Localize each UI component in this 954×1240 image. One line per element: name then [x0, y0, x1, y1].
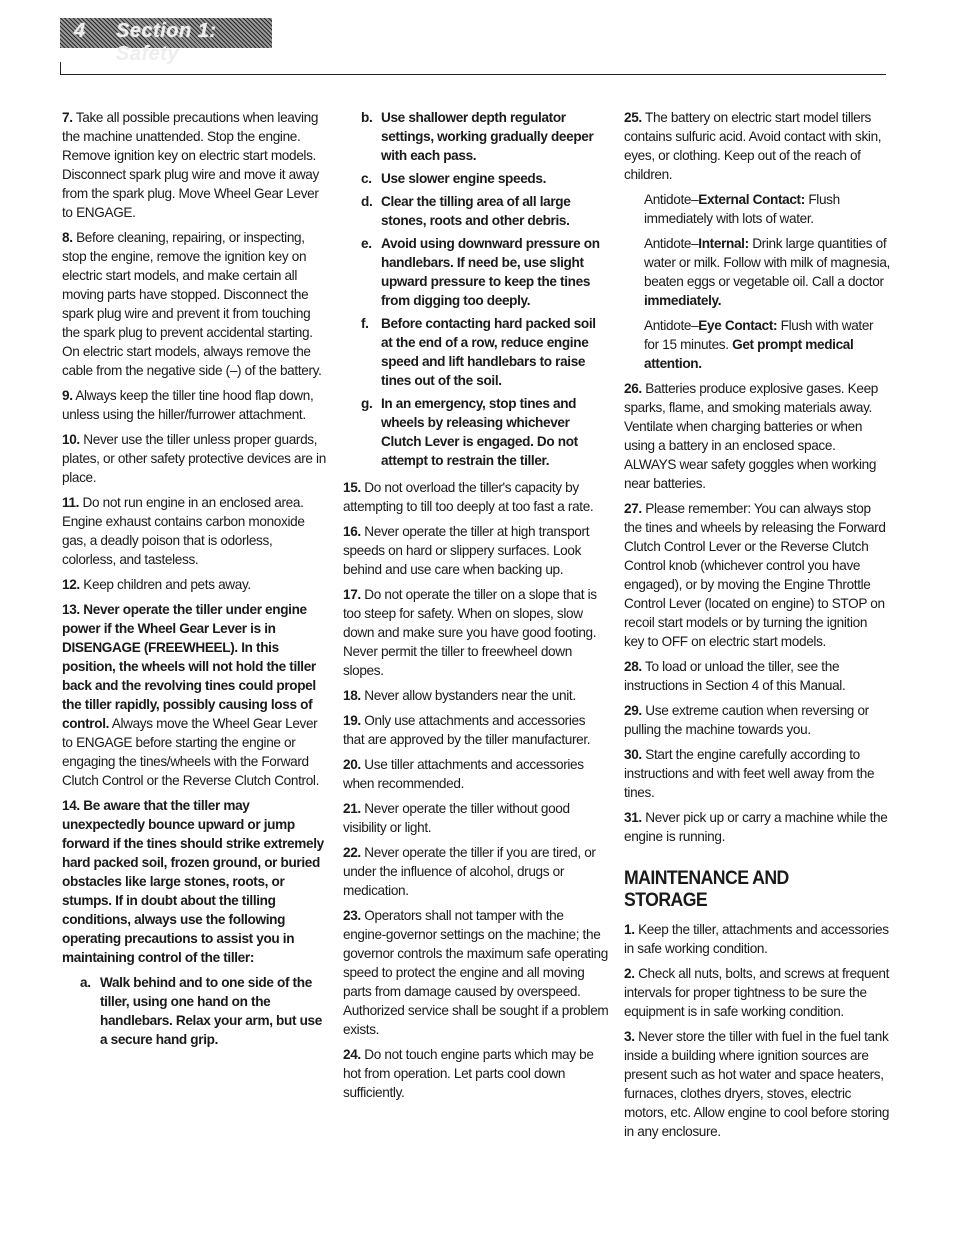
safety-item-21: 21. Never operate the tiller without good visibility or light. [343, 801, 570, 835]
maintenance-item-2: 2. Check all nuts, bolts, and screws at frequent intervals for proper tightness to be sure the equipment is in safe working condition. [624, 966, 890, 1019]
column-right [624, 108, 890, 1147]
safety-item-20: 20. Use tiller attachments and accessories when recommended. [343, 757, 584, 791]
safety-item-7: 7. Take all possible precautions when leaving the machine unattended. Stop the engine. Remove ignition key on electric start models. Disconnect spark plug wire and move it away from the spark plug. Move Wheel Gear Lever to ENGAGE. [62, 110, 319, 220]
safety-item-12: 12. Keep children and pets away. [62, 577, 251, 592]
safety-item-25: 25. The battery on electric start model tillers contains sulfuric acid. Avoid contact with skin, eyes, or clothing. Keep out of the reach of children. [624, 110, 882, 182]
page-number: 4 [74, 20, 86, 42]
safety-item-14: 14. Be aware that the tiller may unexpectedly bounce upward or jump forward if the tines should strike extremely hard packed soil, frozen ground, or buried obstacles like large stones, roots, or stumps. If in doubt about the tilling conditions, always use the following operating precautions to assist you in maintaining control of the tiller: [62, 798, 324, 965]
safety-item-29: 29. Use extreme caution when reversing or pulling the machine towards you. [624, 703, 869, 737]
section-header-banner [60, 18, 272, 65]
precaution-f: f. Before contacting hard packed soil at the end of a row, reduce engine speed and lift handlebars to raise tines out of the soil. [361, 316, 596, 388]
safety-item-28: 28. To load or unload the tiller, see the instructions in Section 4 of this Manual. [624, 659, 846, 693]
antidote-eye: Antidote–Eye Contact: Flush with water for 15 minutes. Get prompt medical attention. [644, 318, 874, 371]
safety-item-26: 26. Batteries produce explosive gases. Keep sparks, flame, and smoking materials away. Ventilate when charging batteries or when using a battery in an enclosed space. ALWAYS wear safety goggles when working near batteries. [624, 381, 878, 491]
precaution-c: c. Use slower engine speeds. [361, 171, 547, 186]
safety-item-17: 17. Do not operate the tiller on a slope that is too steep for safety. When on slopes, slow down and make sure you have good footing. Never permit the tiller to freewheel down slopes. [343, 587, 597, 678]
safety-item-18: 18. Never allow bystanders near the unit. [343, 688, 576, 703]
maintenance-item-3: 3. Never store the tiller with fuel in the fuel tank inside a building where ignition sources are present such as hot water and space heaters, furnaces, clothes dryers, stoves, electric motors, etc. Allow engine to cool before storing in any enclosure. [624, 1029, 890, 1139]
column-left [62, 108, 328, 1053]
precaution-g: g. In an emergency, stop tines and wheels by releasing whichever Clutch Lever is engaged. Do not attempt to restrain the tiller. [361, 396, 578, 468]
safety-item-24: 24. Do not touch engine parts which may be hot from operation. Let parts cool down sufficiently. [343, 1047, 594, 1100]
safety-item-8: 8. Before cleaning, repairing, or inspecting, stop the engine, remove the ignition key on electric start models, and make certain all moving parts have stopped. Disconnect the spark plug wire and prevent it from touching the spark plug to prevent accidental starting. On electric start models, always remove the cable from the negative side (–) of the battery. [62, 230, 322, 378]
safety-item-31: 31. Never pick up or carry a machine while the engine is running. [624, 810, 888, 844]
antidote-external: Antidote–External Contact: Flush immediately with lots of water. [644, 192, 840, 226]
column-middle [343, 108, 609, 1108]
safety-item-10: 10. Never use the tiller unless proper guards, plates, or other safety protective devices are in place. [62, 432, 326, 485]
header-rule [60, 74, 886, 75]
safety-item-19: 19. Only use attachments and accessories that are approved by the tiller manufacturer. [343, 713, 591, 747]
safety-item-27: 27. Please remember: You can always stop the tines and wheels by releasing the Forward Clutch Control Lever or the Reverse Clutch Control knob (whichever control you have engaged), or by moving the Engine Throttle Control Lever (located on engine) to STOP on recoil start models or by turning the ignition key to OFF on electric start models. [624, 501, 886, 649]
precaution-b: b. Use shallower depth regulator settings, working gradually deeper with each pass. [361, 110, 594, 163]
safety-item-22: 22. Never operate the tiller if you are tired, or under the influence of alcohol, drugs or medication. [343, 845, 596, 898]
safety-item-9: 9. Always keep the tiller tine hood flap down, unless using the hiller/furrower attachment. [62, 388, 314, 422]
precaution-e: e. Avoid using downward pressure on handlebars. If need be, use slight upward pressure to keep the tines from digging too deeply. [361, 236, 600, 308]
safety-item-15: 15. Do not overload the tiller's capacity by attempting to till too deeply at too fast a rate. [343, 480, 594, 514]
maintenance-heading: MAINTENANCE AND STORAGE [624, 868, 789, 911]
section-title: Section 1: Safety [116, 20, 217, 65]
precaution-a: a. Walk behind and to one side of the tiller, using one hand on the handlebars. Relax your arm, but use a secure hand grip. [80, 975, 322, 1047]
antidote-internal: Antidote–Internal: Drink large quantities of water or milk. Follow with milk of magnesia, beaten eggs or vegetable oil. Call a doctor immediately. [644, 236, 890, 308]
safety-item-11: 11. Do not run engine in an enclosed area. Engine exhaust contains carbon monoxide gas, a deadly poison that is odorless, colorless, and tasteless. [62, 495, 305, 567]
safety-item-30: 30. Start the engine carefully according to instructions and with feet well away from the tines. [624, 747, 875, 800]
safety-item-13: 13. Never operate the tiller under engine power if the Wheel Gear Lever is in DISENGAGE (FREEWHEEL). In this position, the wheels will not hold the tiller back and the revolving tines could propel the tiller rapidly, possibly causing loss of control. Always move the Wheel Gear Lever to ENGAGE before starting the engine or engaging the tines/wheels with the Forward Clutch Control or the Reverse Clutch Control. [62, 602, 319, 788]
precaution-d: d. Clear the tilling area of all large stones, roots and other debris. [361, 194, 571, 228]
safety-item-23: 23. Operators shall not tamper with the engine-governor settings on the machine; the governor controls the maximum safe operating speed to protect the engine and all moving parts from damage caused by overspeed. Authorized service shall be sought if a problem exists. [343, 908, 609, 1037]
maintenance-item-1: 1. Keep the tiller, attachments and accessories in safe working condition. [624, 922, 889, 956]
safety-item-16: 16. Never operate the tiller at high transport speeds on hard or slippery surfaces. Look behind and use care when backing up. [343, 524, 590, 577]
